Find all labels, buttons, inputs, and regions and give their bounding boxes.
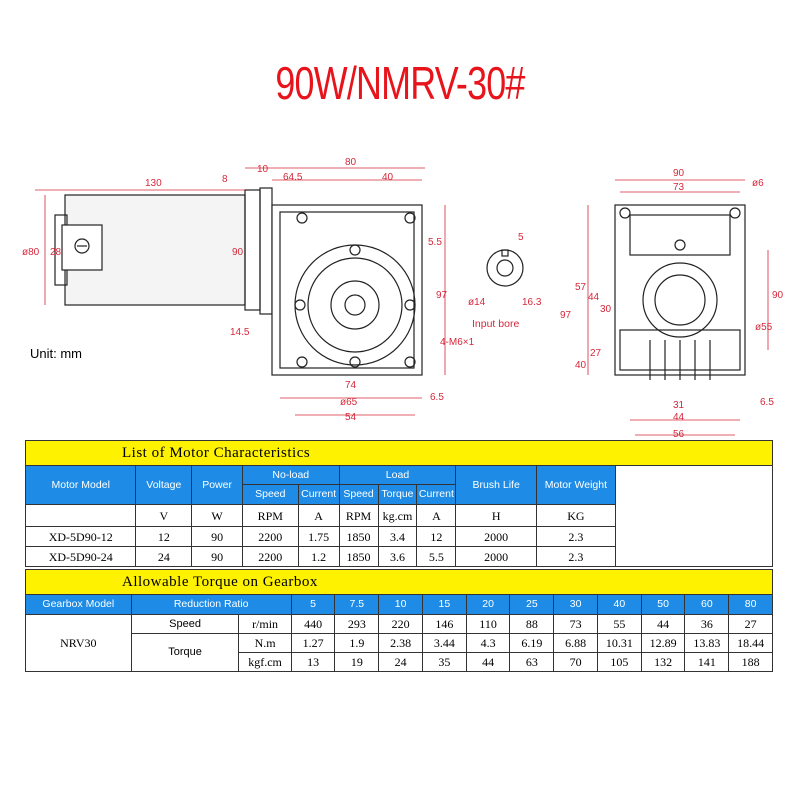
nm-cell: 4.3	[466, 634, 510, 653]
dim-o65: ø65	[340, 397, 358, 408]
row2-weight: 2.3	[536, 547, 615, 567]
nm-cell: 6.19	[510, 634, 554, 653]
col-load-speed: Speed	[339, 485, 378, 505]
dim-80: 80	[345, 157, 357, 168]
ratio-80: 80	[729, 595, 773, 615]
row2-load-speed: 1850	[339, 547, 378, 567]
unit-rpm2: RPM	[339, 505, 378, 527]
nm-cell: 12.89	[641, 634, 685, 653]
row1-model: XD-5D90-12	[26, 527, 136, 547]
unit-kg: KG	[536, 505, 615, 527]
col-motor-weight: Motor Weight	[536, 466, 615, 505]
row1-current: 1.75	[298, 527, 339, 547]
col-power: Power	[192, 466, 243, 505]
bore-o14: ø14	[468, 297, 486, 308]
row2-voltage: 24	[136, 547, 192, 567]
row2-brush: 2000	[456, 547, 537, 567]
speed-cell: 146	[422, 615, 466, 634]
kgf-cell: 188	[729, 653, 773, 672]
unit-v: V	[136, 505, 192, 527]
unit-w: W	[192, 505, 243, 527]
page-title: 90W/NMRV-30#	[275, 57, 525, 109]
nm-cell: 18.44	[729, 634, 773, 653]
kgf-cell: 141	[685, 653, 729, 672]
unit-a2: A	[417, 505, 456, 527]
kgf-cell: 105	[597, 653, 641, 672]
fdim-o55: ø55	[755, 322, 773, 333]
ratio-50: 50	[641, 595, 685, 615]
unit-rpm: RPM	[242, 505, 298, 527]
dim-40: 40	[382, 172, 394, 183]
speed-cell: 44	[641, 615, 685, 634]
row2-current: 1.2	[298, 547, 339, 567]
speed-cell: 55	[597, 615, 641, 634]
speed-cell: 88	[510, 615, 554, 634]
dim-8: 8	[222, 174, 228, 185]
gearbox-model-value: NRV30	[26, 615, 132, 672]
row1-voltage: 12	[136, 527, 192, 547]
dim-28: 28	[50, 247, 62, 258]
dim-74: 74	[345, 380, 357, 391]
fdim-30: 30	[600, 304, 612, 315]
row1-load-torque: 3.4	[378, 527, 417, 547]
unit-a: A	[298, 505, 339, 527]
kgf-cell: 24	[379, 653, 423, 672]
nm-cell: 1.9	[335, 634, 379, 653]
dim-10: 10	[257, 164, 269, 175]
fdim-73: 73	[673, 182, 685, 193]
dim-o80: ø80	[22, 247, 40, 258]
fdim-97: 97	[560, 310, 572, 321]
dim-64-5: 64.5	[283, 172, 303, 183]
col-gearbox-model: Gearbox Model	[26, 595, 132, 615]
row2-speed: 2200	[242, 547, 298, 567]
gearbox-torque-table	[25, 569, 773, 672]
speed-cell: 440	[291, 615, 335, 634]
speed-cell: 27	[729, 615, 773, 634]
col-brush-life: Brush Life	[456, 466, 537, 505]
speed-cell: 220	[379, 615, 423, 634]
fdim-6-5: 6.5	[760, 397, 774, 408]
unit-label: Unit: mm	[30, 346, 82, 361]
col-load-torque: Torque	[378, 485, 417, 505]
dim-6-5: 6.5	[430, 392, 444, 403]
ratio-7-5: 7.5	[335, 595, 379, 615]
dim-4-m6: 4-M6×1	[440, 337, 475, 348]
dim-90: 90	[232, 247, 244, 258]
bore-5: 5	[518, 232, 524, 243]
nm-cell: 1.27	[291, 634, 335, 653]
ratio-20: 20	[466, 595, 510, 615]
dim-5-5: 5.5	[428, 237, 442, 248]
ratio-60: 60	[685, 595, 729, 615]
speed-cell: 110	[466, 615, 510, 634]
torque-label: Torque	[131, 634, 239, 672]
ratio-10: 10	[379, 595, 423, 615]
kgf-cell: 132	[641, 653, 685, 672]
gear-table-title: Allowable Torque on Gearbox	[26, 570, 773, 595]
unit-h: H	[456, 505, 537, 527]
ratio-5: 5	[291, 595, 335, 615]
kgf-cell: 13	[291, 653, 335, 672]
col-load-current: Current	[417, 485, 456, 505]
speed-cell: 36	[685, 615, 729, 634]
row2-load-current: 5.5	[417, 547, 456, 567]
speed-cell: 293	[335, 615, 379, 634]
fdim-90: 90	[673, 168, 685, 179]
row2-model: XD-5D90-24	[26, 547, 136, 567]
motor-table-title: List of Motor Characteristics	[26, 441, 773, 466]
unit-kgcm: kg.cm	[378, 505, 417, 527]
col-motor-model: Motor Model	[26, 466, 136, 505]
row1-weight: 2.3	[536, 527, 615, 547]
dim-14-5: 14.5	[230, 327, 250, 338]
fdim-44b: 44	[673, 412, 685, 423]
fdim-o6: ø6	[752, 178, 764, 189]
kgf-cell: 35	[422, 653, 466, 672]
col-noload: No-load	[242, 466, 339, 485]
col-load: Load	[339, 466, 456, 485]
motor-characteristics-table	[25, 440, 773, 567]
col-reduction-ratio: Reduction Ratio	[131, 595, 291, 615]
col-voltage: Voltage	[136, 466, 192, 505]
col-current: Current	[298, 485, 339, 505]
fdim-57: 57	[575, 282, 587, 293]
ratio-40: 40	[597, 595, 641, 615]
nm-cell: 3.44	[422, 634, 466, 653]
kgf-cell: 70	[554, 653, 598, 672]
nm-cell: 2.38	[379, 634, 423, 653]
row1-power: 90	[192, 527, 243, 547]
kgf-unit: kgf.cm	[239, 653, 291, 672]
row1-load-current: 12	[417, 527, 456, 547]
speed-label: Speed	[131, 615, 239, 634]
col-speed: Speed	[242, 485, 298, 505]
dim-130: 130	[145, 178, 162, 189]
dim-54: 54	[345, 412, 357, 423]
bore-16-3: 16.3	[522, 297, 542, 308]
speed-unit: r/min	[239, 615, 291, 634]
empty-cell	[615, 466, 772, 567]
nm-cell: 13.83	[685, 634, 729, 653]
kgf-cell: 44	[466, 653, 510, 672]
ratio-30: 30	[554, 595, 598, 615]
fdim-56: 56	[673, 429, 685, 440]
kgf-cell: 63	[510, 653, 554, 672]
row1-brush: 2000	[456, 527, 537, 547]
row2-load-torque: 3.6	[378, 547, 417, 567]
fdim-90b: 90	[772, 290, 784, 301]
table-row	[26, 634, 773, 653]
bore-label: Input bore	[472, 318, 520, 330]
ratio-15: 15	[422, 595, 466, 615]
nm-cell: 10.31	[597, 634, 641, 653]
row1-load-speed: 1850	[339, 527, 378, 547]
dim-97: 97	[436, 290, 448, 301]
fdim-31: 31	[673, 400, 685, 411]
table-row	[26, 615, 773, 634]
nm-unit: N.m	[239, 634, 291, 653]
fdim-40: 40	[575, 360, 587, 371]
row2-power: 90	[192, 547, 243, 567]
ratio-25: 25	[510, 595, 554, 615]
fdim-44: 44	[588, 292, 600, 303]
row1-speed: 2200	[242, 527, 298, 547]
nm-cell: 6.88	[554, 634, 598, 653]
fdim-27: 27	[590, 348, 602, 359]
speed-cell: 73	[554, 615, 598, 634]
kgf-cell: 19	[335, 653, 379, 672]
